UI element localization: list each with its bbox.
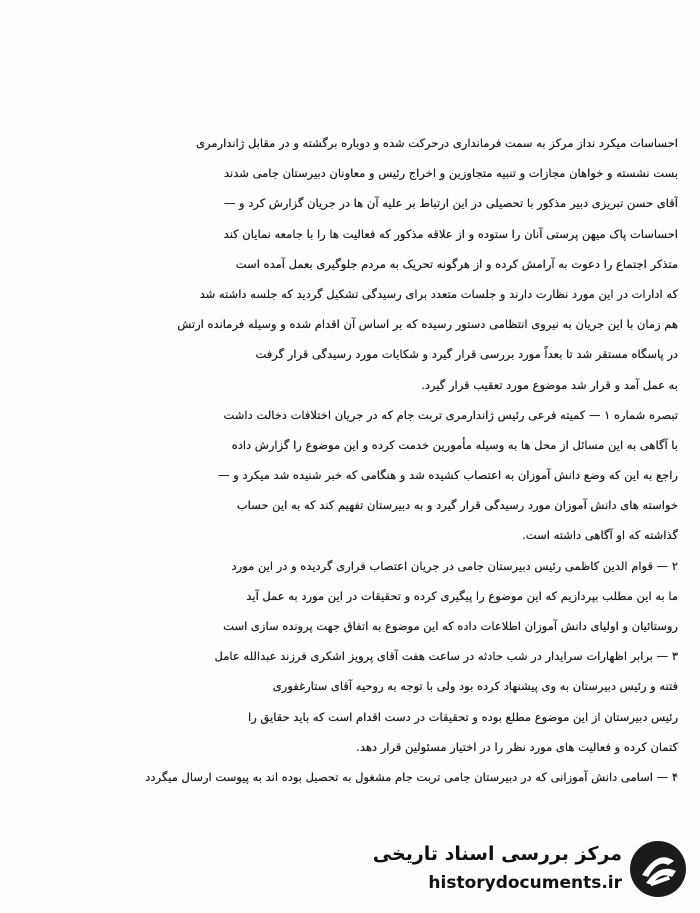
text-line: بست نشسته و خواهان مجازات و تنبیه متجاوزین و اخراج رئیس و معاونان دبیرستان جامی شدند xyxy=(224,166,678,181)
text-line: تبصره شماره ۱ — کمیته فرعی رئیس ژاندارمری تربت جام که در جریان اختلافات دخالت داشت xyxy=(223,407,678,422)
text-line: ۲ — قوام الدین کاظمی رئیس دبیرستان جامی در جریان اعتصاب فراری گردیده و در این مورد xyxy=(231,558,678,573)
text-line: فتنه و رئیس دبیرستان به وی پیشنهاد کرده بود ولی با توجه به روحیه آقای ستارغفوری xyxy=(272,679,678,694)
text-line: ۳ — برابر اظهارات سرایدار در شب حادثه در ساعت هفت آقای پرویز اشکری فرزند عبدالله عامل xyxy=(214,649,678,664)
document-body xyxy=(38,128,678,792)
text-line: هم زمان با این جریان به نیروی انتظامی دستور رسیده که بر اساس آن اقدام شده و وسیله فرمانده ارتش xyxy=(177,317,678,332)
text-line: به عمل آمد و قرار شد موضوع مورد تعقیب قرار گیرد. xyxy=(421,377,678,392)
text-line: در پاسگاه مستقر شد تا بعداً مورد بررسی قرار گیرد و شکایات مورد رسیدگی قرار گرفت xyxy=(255,347,678,362)
text-line: ۴ — اسامی دانش آموزانی که در دبیرستان جامی تربت جام مشغول به تحصیل بوده اند به پیوست ارسال میگردد xyxy=(145,769,678,784)
text-line: که ادارات در این مورد نظارت دارند و جلسات متعدد برای رسیدگی تشکیل گردید که جلسه داشته شد xyxy=(199,286,678,301)
archive-logo-icon xyxy=(628,839,688,899)
text-line: روستائیان و اولیای دانش آموزان اطلاعات داده که این موضوع به اتفاق جهت پرونده سازی است xyxy=(223,619,678,633)
text-line: آقای حسن تبریزی دبیر مذکور با تحصیلی در این ارتباط بر علیه آن ها در جریان گزارش کرد و — xyxy=(223,196,678,211)
watermark xyxy=(372,833,688,905)
text-line: خواسته های دانش آموزان مورد رسیدگی قرار گیرد و به دبیرستان تفهیم کند که به این حساب xyxy=(236,498,678,513)
text-line: ما به این مطلب بپردازیم که این موضوع را پیگیری کرده و تحقیقات در این مورد به عمل آید xyxy=(246,588,678,603)
text-line: احساسات میکرد نداز مرکز به سمت فرمانداری درحرکت شده و دوباره برگشته و در مقابل ژاندارمری xyxy=(196,136,678,150)
text-line: متذکر اجتماع را دعوت به آرامش کرده و از هرگونه تحریک به مردم جلوگیری بعمل آمده است xyxy=(235,256,678,271)
watermark-title: مرکز بررسی اسناد تاریخی xyxy=(372,843,622,865)
text-line: رئیس دبیرستان از این موضوع مطلع بوده و تحقیقات در دست اقدام است که باید حقایق را xyxy=(248,709,678,724)
text-line: کتمان کرده و فعالیت های مورد نظر را در اختیار مسئولین قرار دهد. xyxy=(356,739,678,754)
text-line: گذاشته که او آگاهی داشته است. xyxy=(522,528,678,543)
text-line: راجع به این که وضع دانش آموزان به اعتصاب کشیده شد و هنگامی که خبر شنیده شد میکرد و — xyxy=(218,468,678,483)
watermark-url[interactable]: historydocuments.ir xyxy=(428,873,622,893)
text-line: احساسات پاک میهن پرستی آنان را ستوده و از علاقه مذکور که فعالیت ها را با جامعه نمایان کند xyxy=(223,226,678,241)
text-line: با آگاهی به این مسائل از محل ها به وسیله مأمورین خدمت کرده و این موضوع را گزارش داده xyxy=(231,437,678,452)
